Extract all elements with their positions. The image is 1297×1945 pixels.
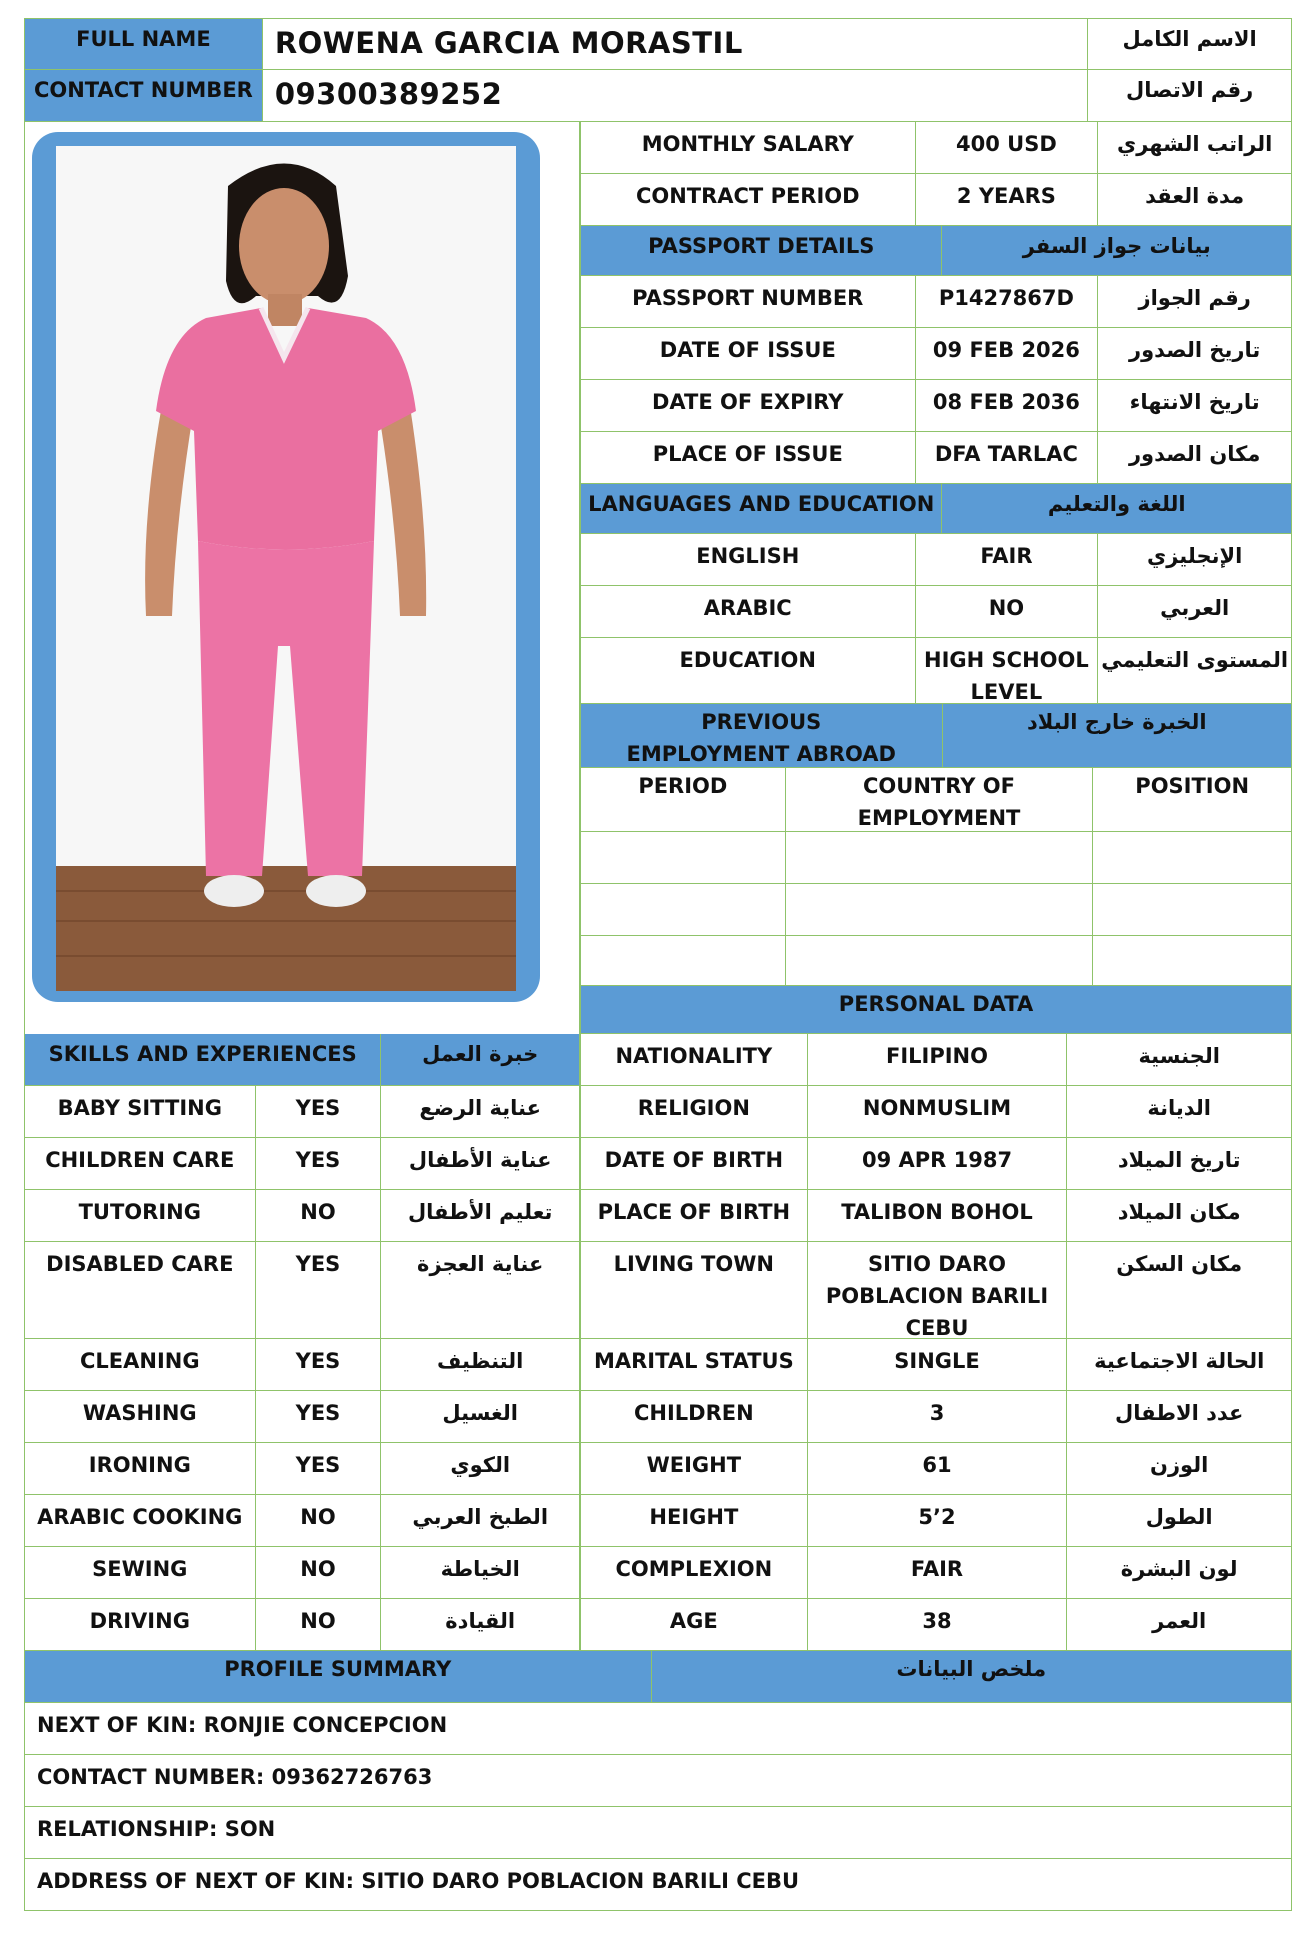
personal-value: SITIO DARO POBLACION BARILI CEBU [808, 1242, 1068, 1339]
skill-value: NO [256, 1190, 382, 1242]
place-of-issue-arabic: مكان الصدور [1098, 432, 1292, 484]
employment-row [580, 832, 1292, 884]
skill-row [24, 1086, 580, 1138]
personal-row [580, 1391, 1292, 1443]
personal-label: MARITAL STATUS [581, 1339, 808, 1391]
skill-row [24, 1391, 580, 1443]
skills-header [24, 1034, 580, 1086]
salary-label: MONTHLY SALARY [581, 122, 916, 174]
personal-value: 3 [808, 1391, 1068, 1443]
date-of-issue-arabic: تاريخ الصدور [1098, 328, 1292, 380]
passport-title-arabic: بيانات جواز السفر [942, 226, 1292, 276]
skill-row [24, 1547, 580, 1599]
skill-label: DISABLED CARE [25, 1242, 256, 1339]
contract-period-value: 2 YEARS [916, 174, 1099, 226]
skill-row [24, 1599, 580, 1651]
employment-cell [1093, 884, 1292, 936]
passport-number-arabic: رقم الجواز [1098, 276, 1292, 328]
personal-row [580, 1495, 1292, 1547]
personal-row [580, 1086, 1292, 1138]
personal-label: AGE [581, 1599, 808, 1651]
employment-cell [1093, 936, 1292, 986]
personal-arabic: لون البشرة [1067, 1547, 1292, 1599]
skill-arabic: عناية العجزة [381, 1242, 580, 1339]
date-of-expiry-label: DATE OF EXPIRY [581, 380, 916, 432]
personal-row [580, 1443, 1292, 1495]
personal-row [580, 1034, 1292, 1086]
contact-value: 09300389252 [263, 70, 1088, 122]
date-of-expiry-value: 08 FEB 2036 [916, 380, 1099, 432]
personal-title: PERSONAL DATA [581, 986, 1292, 1034]
personal-label: COMPLEXION [581, 1547, 808, 1599]
personal-row [580, 1339, 1292, 1391]
candidate-photo [56, 146, 516, 991]
personal-row [580, 1138, 1292, 1190]
language-row [580, 638, 1292, 704]
salary-row [580, 122, 1292, 174]
place-of-issue-label: PLACE OF ISSUE [581, 432, 916, 484]
personal-arabic: الوزن [1067, 1443, 1292, 1495]
skill-value: YES [256, 1339, 382, 1391]
passport-header [580, 226, 1292, 276]
kin-relationship: RELATIONSHIP: SON [25, 1807, 1292, 1859]
skill-row [24, 1495, 580, 1547]
english-label: ENGLISH [581, 534, 916, 586]
contract-period-arabic: مدة العقد [1098, 174, 1292, 226]
personal-label: CHILDREN [581, 1391, 808, 1443]
personal-label: PLACE OF BIRTH [581, 1190, 808, 1242]
contact-label: CONTACT NUMBER [25, 70, 263, 122]
personal-arabic: الجنسية [1067, 1034, 1292, 1086]
skill-row [24, 1242, 580, 1339]
employment-header [580, 704, 1292, 768]
full-name-row [24, 18, 1292, 70]
skill-value: NO [256, 1547, 382, 1599]
date-of-issue-label: DATE OF ISSUE [581, 328, 916, 380]
place-of-issue-value: DFA TARLAC [916, 432, 1099, 484]
personal-label: DATE OF BIRTH [581, 1138, 808, 1190]
education-label: EDUCATION [581, 638, 916, 704]
full-name-arabic: الاسم الكامل [1088, 18, 1292, 70]
english-value: FAIR [916, 534, 1099, 586]
date-of-expiry-arabic: تاريخ الانتهاء [1098, 380, 1292, 432]
employment-cell [581, 832, 786, 884]
next-of-kin: NEXT OF KIN: RONJIE CONCEPCION [25, 1703, 1292, 1755]
skill-value: YES [256, 1242, 382, 1339]
passport-row [580, 380, 1292, 432]
skill-row [24, 1190, 580, 1242]
skill-label: SEWING [25, 1547, 256, 1599]
employment-period-header: PERIOD [581, 768, 786, 832]
personal-row [580, 1547, 1292, 1599]
personal-value: SINGLE [808, 1339, 1068, 1391]
personal-arabic: عدد الاطفال [1067, 1391, 1292, 1443]
skill-value: NO [256, 1495, 382, 1547]
employment-cell [786, 832, 1094, 884]
skill-value: YES [256, 1138, 382, 1190]
skill-row [24, 1339, 580, 1391]
skill-arabic: عناية الأطفال [381, 1138, 580, 1190]
personal-value: 5’2 [808, 1495, 1068, 1547]
employment-cell [786, 884, 1094, 936]
personal-arabic: العمر [1067, 1599, 1292, 1651]
contact-row [24, 70, 1292, 122]
employment-row [580, 936, 1292, 986]
language-row [580, 586, 1292, 638]
skill-row [24, 1138, 580, 1190]
skill-row [24, 1443, 580, 1495]
contact-arabic: رقم الاتصال [1088, 70, 1292, 122]
employment-cell [1093, 832, 1292, 884]
employment-title-arabic: الخبرة خارج البلاد [943, 704, 1292, 768]
skill-arabic: القيادة [381, 1599, 580, 1651]
personal-arabic: الحالة الاجتماعية [1067, 1339, 1292, 1391]
personal-arabic: مكان السكن [1067, 1242, 1292, 1339]
skill-label: BABY SITTING [25, 1086, 256, 1138]
english-arabic: الإنجليزي [1098, 534, 1292, 586]
personal-value: FILIPINO [808, 1034, 1068, 1086]
summary-title: PROFILE SUMMARY [25, 1651, 652, 1703]
summary-line [24, 1807, 1292, 1859]
personal-row [580, 1190, 1292, 1242]
education-arabic: المستوى التعليمي [1098, 638, 1292, 704]
personal-label: WEIGHT [581, 1443, 808, 1495]
skill-label: TUTORING [25, 1190, 256, 1242]
contract-period-label: CONTRACT PERIOD [581, 174, 916, 226]
personal-label: LIVING TOWN [581, 1242, 808, 1339]
employment-columns [580, 768, 1292, 832]
summary-line [24, 1859, 1292, 1911]
employment-row [580, 884, 1292, 936]
personal-row [580, 1242, 1292, 1339]
personal-value: 09 APR 1987 [808, 1138, 1068, 1190]
education-value: HIGH SCHOOL LEVEL [916, 638, 1099, 704]
arabic-arabic: العربي [1098, 586, 1292, 638]
personal-header [580, 986, 1292, 1034]
salary-value: 400 USD [916, 122, 1099, 174]
languages-title: LANGUAGES AND EDUCATION [581, 484, 942, 534]
summary-line [24, 1703, 1292, 1755]
skill-label: DRIVING [25, 1599, 256, 1651]
personal-label: NATIONALITY [581, 1034, 808, 1086]
full-name-value: ROWENA GARCIA MORASTIL [263, 18, 1088, 70]
skill-label: CHILDREN CARE [25, 1138, 256, 1190]
skill-label: WASHING [25, 1391, 256, 1443]
personal-value: NONMUSLIM [808, 1086, 1068, 1138]
languages-title-arabic: اللغة والتعليم [942, 484, 1292, 534]
personal-value: FAIR [808, 1547, 1068, 1599]
languages-header [580, 484, 1292, 534]
summary-title-arabic: ملخص البيانات [652, 1651, 1293, 1703]
employment-country-header: COUNTRY OF EMPLOYMENT [786, 768, 1094, 832]
summary-line [24, 1755, 1292, 1807]
skill-value: NO [256, 1599, 382, 1651]
skill-arabic: الطبخ العربي [381, 1495, 580, 1547]
contract-period-row [580, 174, 1292, 226]
personal-arabic: الديانة [1067, 1086, 1292, 1138]
skill-value: YES [256, 1391, 382, 1443]
full-name-label: FULL NAME [25, 18, 263, 70]
skill-arabic: التنظيف [381, 1339, 580, 1391]
employment-position-header: POSITION [1093, 768, 1292, 832]
passport-number-value: P1427867D [916, 276, 1099, 328]
passport-number-label: PASSPORT NUMBER [581, 276, 916, 328]
arabic-value: NO [916, 586, 1099, 638]
arabic-label: ARABIC [581, 586, 916, 638]
person-illustration [56, 146, 516, 991]
skill-arabic: الغسيل [381, 1391, 580, 1443]
photo-frame [32, 132, 540, 1002]
passport-row [580, 276, 1292, 328]
employment-cell [786, 936, 1094, 986]
kin-address: ADDRESS OF NEXT OF KIN: SITIO DARO POBLACION BARILI CEBU [25, 1859, 1292, 1911]
passport-row [580, 432, 1292, 484]
salary-arabic: الراتب الشهري [1098, 122, 1292, 174]
summary-header [24, 1651, 1292, 1703]
personal-arabic: مكان الميلاد [1067, 1190, 1292, 1242]
skill-arabic: الخياطة [381, 1547, 580, 1599]
kin-contact-number: CONTACT NUMBER: 09362726763 [25, 1755, 1292, 1807]
personal-label: RELIGION [581, 1086, 808, 1138]
personal-arabic: الطول [1067, 1495, 1292, 1547]
personal-value: 38 [808, 1599, 1068, 1651]
skill-arabic: الكوي [381, 1443, 580, 1495]
skills-title: SKILLS AND EXPERIENCES [25, 1034, 381, 1086]
passport-title: PASSPORT DETAILS [581, 226, 942, 276]
skill-label: IRONING [25, 1443, 256, 1495]
employment-cell [581, 936, 786, 986]
personal-value: TALIBON BOHOL [808, 1190, 1068, 1242]
skill-value: YES [256, 1443, 382, 1495]
passport-row [580, 328, 1292, 380]
personal-value: 61 [808, 1443, 1068, 1495]
date-of-issue-value: 09 FEB 2026 [916, 328, 1099, 380]
language-row [580, 534, 1292, 586]
skill-value: YES [256, 1086, 382, 1138]
employment-title: PREVIOUS EMPLOYMENT ABROAD [581, 704, 943, 768]
skill-arabic: تعليم الأطفال [381, 1190, 580, 1242]
skill-label: ARABIC COOKING [25, 1495, 256, 1547]
skills-title-arabic: خبرة العمل [381, 1034, 580, 1086]
personal-label: HEIGHT [581, 1495, 808, 1547]
personal-arabic: تاريخ الميلاد [1067, 1138, 1292, 1190]
personal-row [580, 1599, 1292, 1651]
skill-arabic: عناية الرضع [381, 1086, 580, 1138]
skill-label: CLEANING [25, 1339, 256, 1391]
employment-cell [581, 884, 786, 936]
